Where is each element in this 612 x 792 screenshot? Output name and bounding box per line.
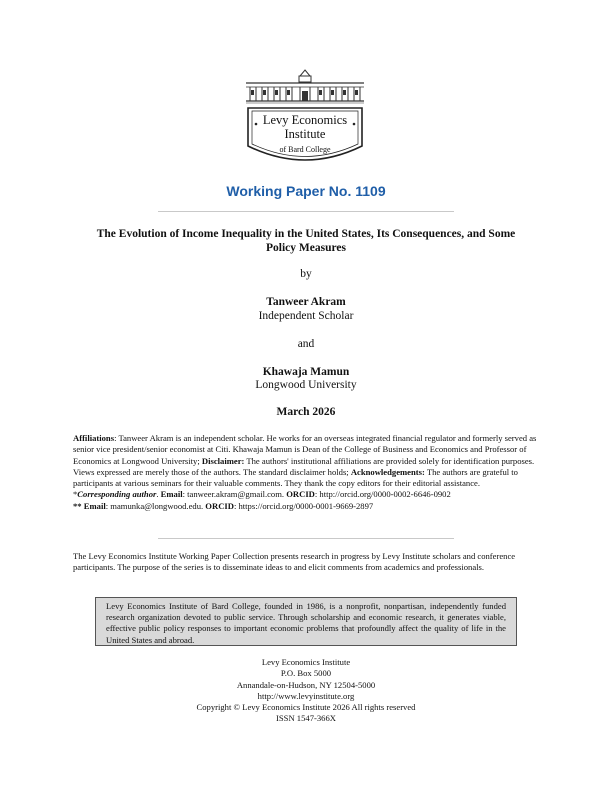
author-affiliation: Longwood University	[255, 379, 357, 391]
email-link[interactable]: : mamunka@longwood.edu.	[105, 500, 206, 511]
logo-institute-line: Institute	[284, 127, 326, 141]
orcid-label: ORCID	[286, 489, 315, 500]
affiliations-label: Affiliations	[73, 433, 115, 443]
publication-date: March 2026	[276, 406, 336, 418]
paper-title: The Evolution of Income Inequality in the United States, Its Consequences, and Some Policy Measures	[96, 228, 516, 254]
working-paper-number: Working Paper No. 1109	[226, 183, 386, 199]
disclaimer-text: The authors' institutional affiliations are provided solely for identification purposes. Views expressed are merely those of the authors. The standard disclaimer holds;	[73, 455, 535, 477]
and-label: and	[297, 338, 315, 350]
email-link[interactable]: : tanweer.akram@gmail.com.	[182, 489, 287, 500]
logo-college-line: of Bard College	[279, 145, 331, 154]
address-line: P.O. Box 5000	[280, 668, 332, 679]
corresponding-author-label: Corresponding author	[77, 489, 157, 500]
author-name: Khawaja Mamun	[262, 366, 350, 378]
acknowledgements-label: Acknowledgements:	[350, 466, 425, 477]
website-link[interactable]: http://www.levyinstitute.org	[257, 690, 355, 701]
affiliations-text: : Tanweer Akram is an independent scholar. He works for an overseas integrated financial regulator and formerly served as senior vice president/senior economist at Citi. Khawaja Mamun is Dean of the College of Business and Economics and Professor of Economics at Longwood University;	[73, 433, 537, 466]
disclaimer-label: Disclaimer:	[201, 455, 245, 466]
affiliations-note	[73, 433, 541, 512]
levy-institute-logo	[244, 68, 366, 176]
copyright-line: Copyright © Levy Economics Institute 2026 All rights reserved	[196, 702, 416, 713]
address-line: Levy Economics Institute	[261, 657, 351, 667]
divider	[158, 211, 454, 212]
email-label: Email	[83, 500, 106, 511]
footnote-marker: **	[73, 500, 84, 511]
address-line: Annandale-on-Hudson, NY 12504-5000	[236, 679, 376, 690]
author-name: Tanweer Akram	[266, 296, 346, 308]
institute-mission-box: Levy Economics Institute of Bard College, founded in 1986, is a nonprofit, nonpartisan, independently funded research organization devoted to public service. Through scholarship and economic research, it generates viable, effective public policy responses to important economic problems that profoundly affect the quality of life in the United States and abroad.	[95, 597, 517, 646]
author-affiliation: Independent Scholar	[258, 310, 354, 322]
collection-description: The Levy Economics Institute Working Paper Collection presents research in progress by Levy Institute scholars and conference participants. The purpose of the series is to disseminate ideas to and elicit comments from academics and professionals.	[73, 551, 516, 573]
corresponding-author-line: *Corresponding author. Email: tanweer.akram@gmail.com. ORCID: http://orcid.org/0000-0002-6646-0902	[73, 489, 451, 500]
orcid-label: ORCID	[205, 500, 234, 511]
email-label: Email	[160, 489, 183, 500]
footnote-marker: *	[73, 489, 78, 500]
orcid-link[interactable]: : https://orcid.org/0000-0001-9669-2897	[233, 500, 374, 511]
affiliations-paragraph	[73, 433, 541, 489]
second-author-line	[73, 501, 541, 512]
orcid-link[interactable]: : http://orcid.org/0000-0002-6646-0902	[314, 489, 451, 500]
by-label: by	[300, 268, 312, 280]
issn-line: ISSN 1547-366X	[276, 713, 336, 724]
logo-name-line: Levy Economics	[262, 113, 348, 127]
divider	[158, 538, 454, 539]
acknowledgements-text: The authors are grateful to participants at various seminars for their valuable comments. They thank the copy editors for their editorial assistance.	[73, 466, 518, 489]
institute-address	[0, 657, 612, 725]
